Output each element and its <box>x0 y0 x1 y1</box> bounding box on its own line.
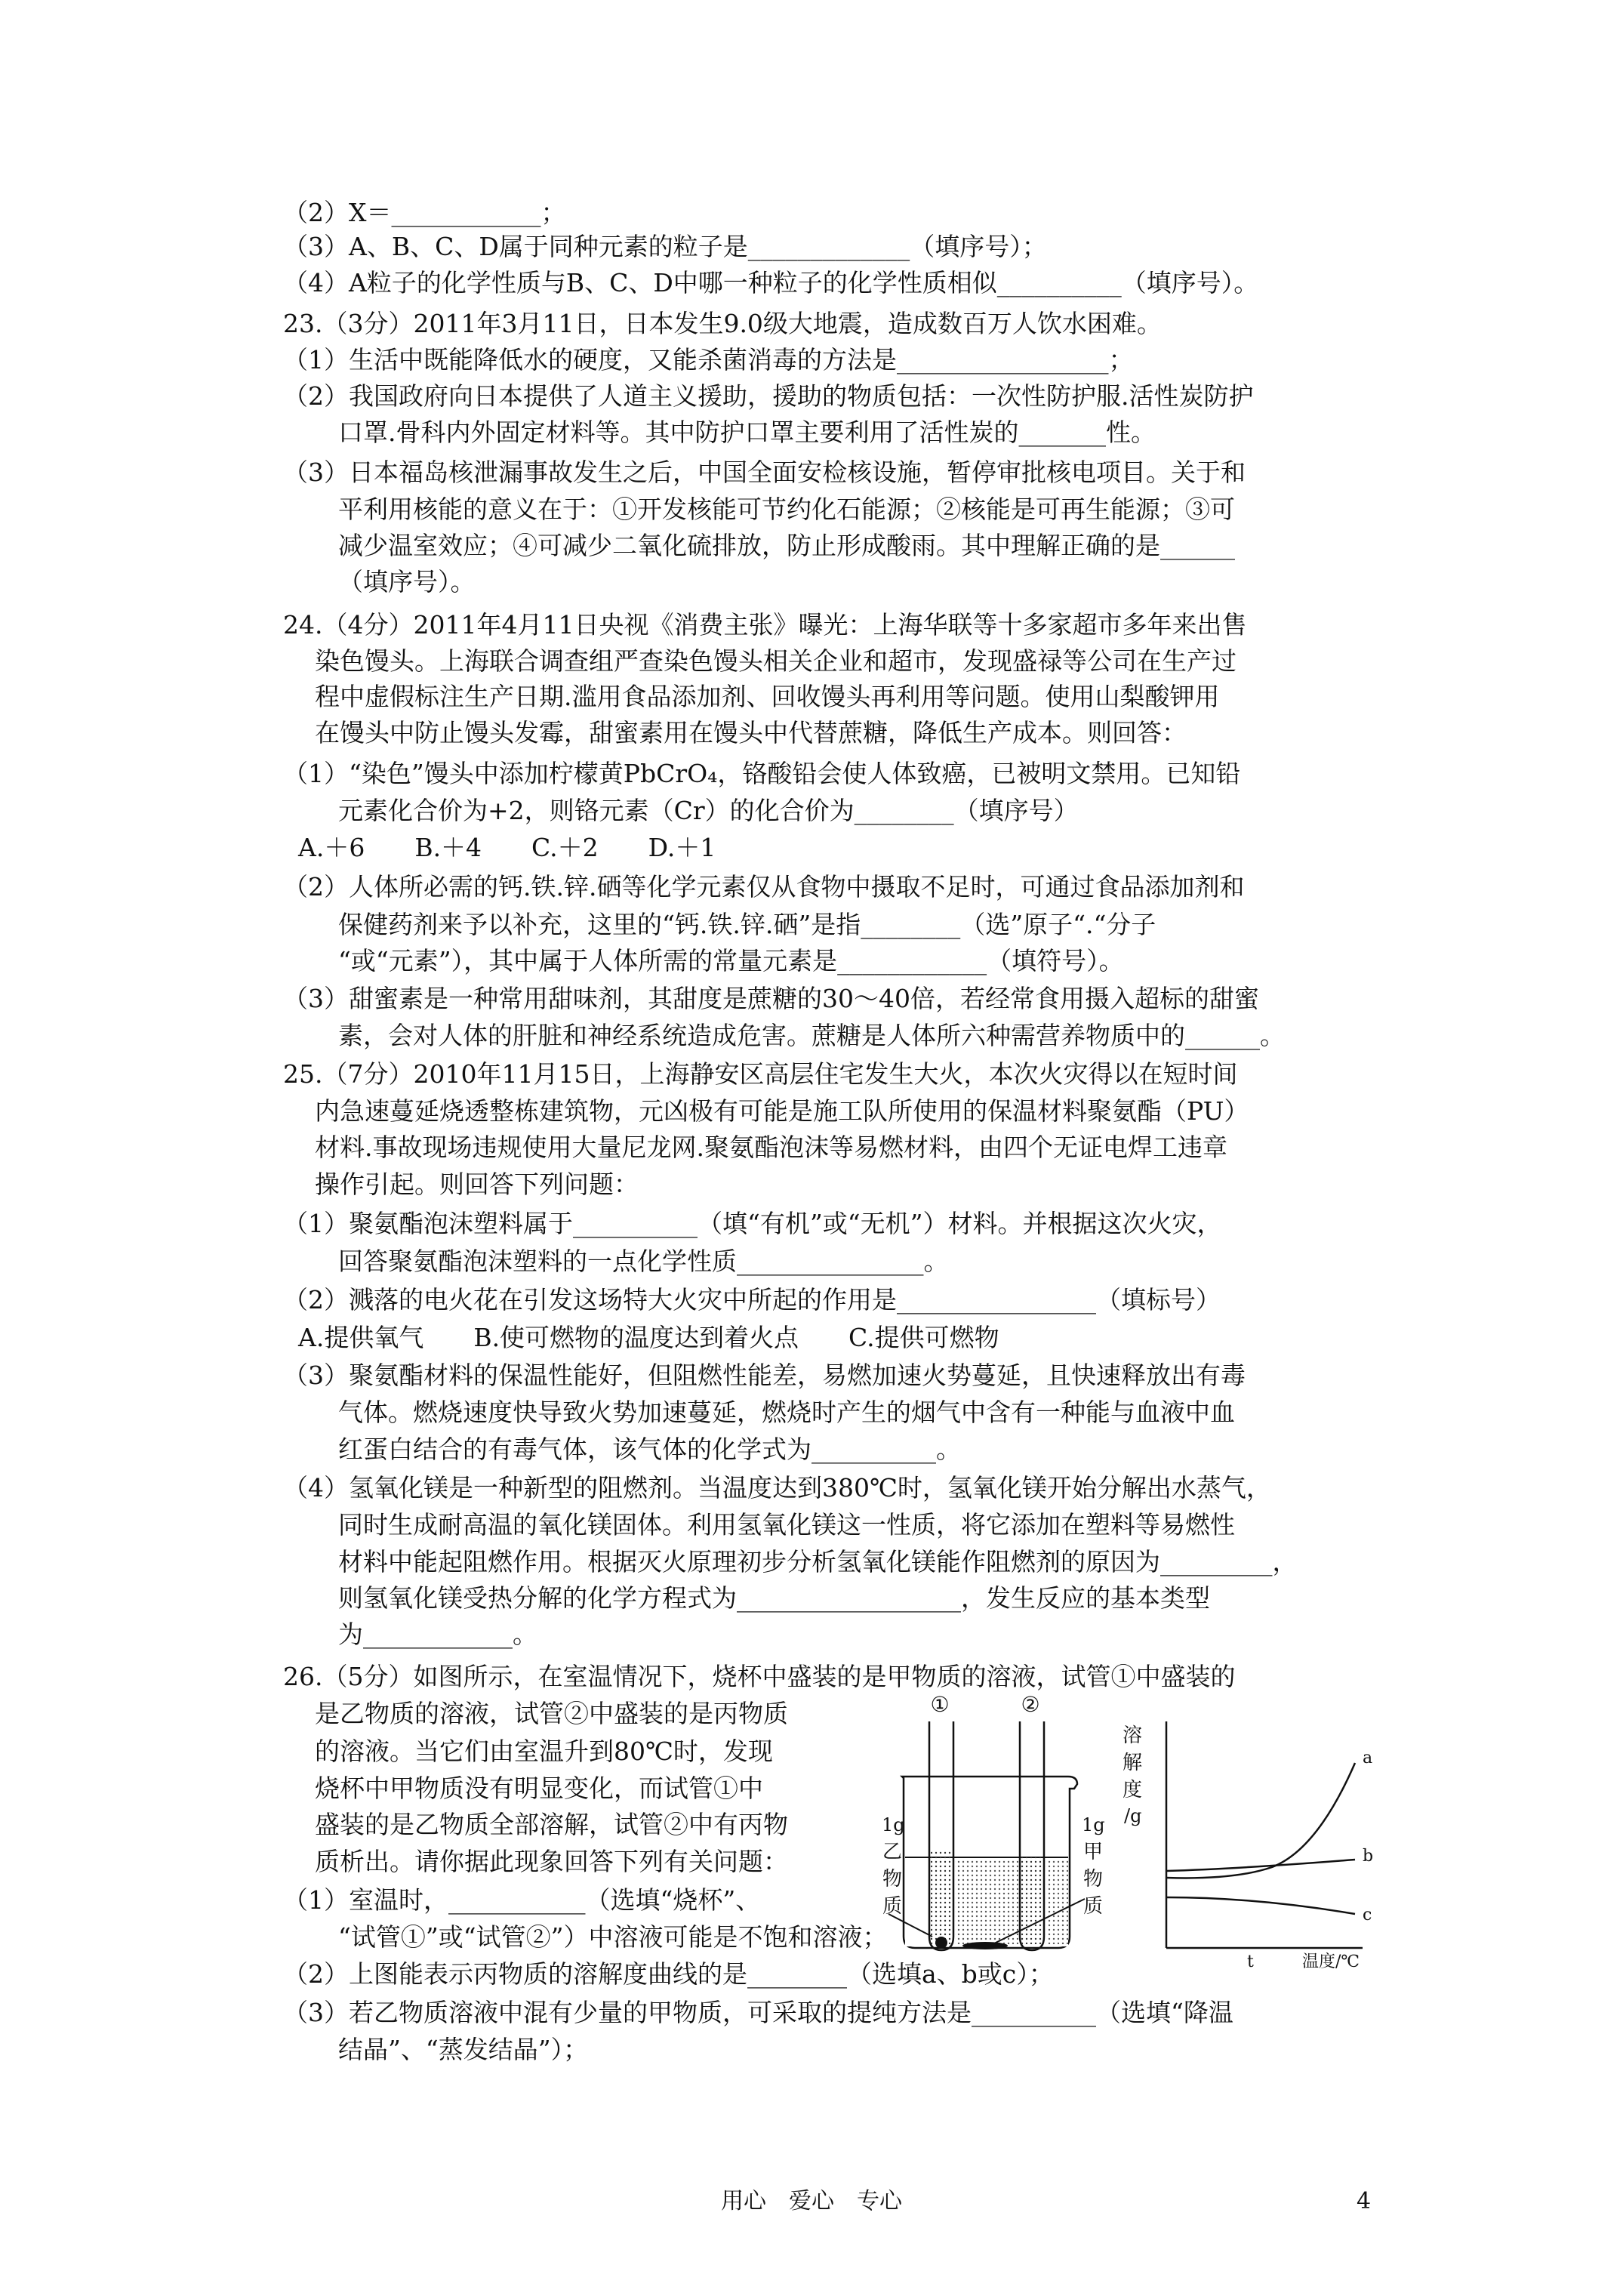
right-label-zhi: 质 <box>1083 1895 1104 1918</box>
right-label-1g: 1g <box>1082 1814 1105 1835</box>
right-label-jia: 甲 <box>1083 1841 1104 1863</box>
q26-stem-line1: 26.（5分）如图所示，在室温情况下，烧杯中盛装的是甲物质的溶液，试管①中盛装的 <box>283 1662 1236 1691</box>
q25-part3-line2: 气体。燃烧速度快导致火势加速蔓延，燃烧时产生的烟气中含有一种能与血液中血 <box>338 1398 1235 1427</box>
left-label-wu: 物 <box>882 1868 903 1891</box>
beaker-solution-dots-right <box>1046 1860 1068 1944</box>
y-axis-label-rong: 溶 <box>1123 1724 1143 1747</box>
right-label-wu: 物 <box>1083 1868 1104 1891</box>
tube2-label: ② <box>1021 1692 1040 1717</box>
q26-stem-line6: 质析出。请你据此现象回答下列有关问题： <box>315 1847 788 1876</box>
q26-part1-line1: （1）室温时，___________（选填“烧杯”、 <box>283 1885 761 1915</box>
curve-c <box>1166 1897 1355 1914</box>
q25-part2: （2）溅落的电火花在引发这场特大火灾中所起的作用是________________（填标号） <box>283 1285 1221 1314</box>
solid-precipitate <box>962 1942 1008 1949</box>
y-axis-label-jie: 解 <box>1123 1752 1143 1774</box>
tube1-solution <box>931 1850 952 1944</box>
curve-c-label: c <box>1363 1906 1372 1925</box>
page-footer: 用心 爱心 专心 <box>721 2188 902 2214</box>
page-number: 4 <box>1357 2188 1372 2214</box>
tube1-solid <box>935 1937 947 1949</box>
q22-part4: （4）A粒子的化学性质与B、C、D中哪一种粒子的化学性质相似__________（填序号）。 <box>283 268 1259 297</box>
q25-part4-line4: 则氢氧化镁受热分解的化学方程式为__________________，发生反应的基本类型 <box>338 1583 1210 1613</box>
y-axis-label-du: 度 <box>1123 1779 1143 1801</box>
q24-stem-line4: 在馒头中防止馒头发霉，甜蜜素用在馒头中代替蔗糖，降低生产成本。则回答： <box>315 718 1187 747</box>
q22-part3: （3）A、B、C、D属于同种元素的粒子是_____________（填序号）； <box>283 232 1047 261</box>
q24-part1-line2: 元素化合价为+2，则铬元素（Cr）的化合价为________（填序号） <box>338 796 1079 825</box>
left-label-zhi: 质 <box>882 1895 903 1918</box>
q25-part3-line1: （3）聚氨酯材料的保温性能好，但阻燃性能差，易燃加速火势蔓延，且快速释放出有毒 <box>283 1361 1246 1390</box>
q23-part3-line4: （填序号）。 <box>338 567 476 596</box>
q22-part2: （2）X＝____________； <box>283 198 566 227</box>
q24-stem-line2: 染色馒头。上海联合调查组严查染色馒头相关企业和超市，发现盛禄等公司在生产过 <box>315 646 1236 676</box>
experiment-figure <box>879 1687 1408 1968</box>
q25-part3-line3: 红蛋白结合的有毒气体，该气体的化学式为__________。 <box>338 1435 961 1464</box>
tube2-solution <box>1021 1857 1042 1944</box>
q26-part1-line2: “试管①”或“试管②”）中溶液可能是不饱和溶液； <box>338 1922 888 1952</box>
q25-part4-line1: （4）氢氧化镁是一种新型的阻燃剂。当温度达到380℃时，氢氧化镁开始分解出水蒸气， <box>283 1473 1271 1502</box>
q23-part3-line1: （3）日本福岛核泄漏事故发生之后，中国全面安检核设施，暂停审批核电项目。关于和 <box>283 458 1246 487</box>
q23-part2-line2: 口罩.骨科内外固定材料等。其中防护口罩主要利用了活性炭的_______性。 <box>338 418 1156 447</box>
x-axis-label: 温度/℃ <box>1301 1952 1360 1968</box>
q25-part4-line5: 为____________。 <box>338 1620 537 1649</box>
curve-b-label: b <box>1363 1847 1374 1866</box>
tube1-label: ① <box>930 1692 950 1717</box>
q25-part1-line1: （1）聚氨酯泡沫塑料属于__________（填“有机”或“无机”）材料。并根据这次火灾， <box>283 1209 1222 1238</box>
q23-part3-line2: 平利用核能的意义在于：①开发核能可节约化石能源；②核能是可再生能源；③可 <box>338 495 1235 524</box>
q24-part1-line1: （1）“染色”馒头中添加柠檬黄PbCrO₄，铬酸铅会使人体致癌，已被明文禁用。已知铅 <box>283 759 1241 788</box>
q26-stem-line5: 盛装的是乙物质全部溶解，试管②中有丙物 <box>315 1810 788 1839</box>
q26-part3-line2: 结晶”、“蒸发结晶”）； <box>338 2035 589 2064</box>
y-axis-label-unit: /g <box>1124 1805 1142 1826</box>
q25-part2-options: A.提供氧气 B.使可燃物的温度达到着火点 C.提供可燃物 <box>298 1323 999 1352</box>
curve-a-label: a <box>1363 1749 1373 1767</box>
q26-part3-line1: （3）若乙物质溶液中混有少量的甲物质，可采取的提纯方法是__________（选填“降温 <box>283 1998 1233 2027</box>
q24-stem-line1: 24.（4分）2011年4月11日央视《消费主张》曝光：上海华联等十多家超市多年来出售 <box>283 610 1247 639</box>
q25-part1-line2: 回答聚氨酯泡沫塑料的一点化学性质_______________。 <box>338 1247 949 1276</box>
q25-stem-line4: 操作引起。则回答下列问题： <box>315 1170 639 1199</box>
left-label-1g: 1g <box>882 1814 905 1835</box>
q24-part2-line3: “或“元素”），其中属于人体所需的常量元素是____________（填符号）。 <box>338 946 1124 975</box>
q25-part4-line3: 材料中能起阻燃作用。根据灭火原理初步分析氢氧化镁能作阻燃剂的原因为_________， <box>338 1547 1298 1576</box>
q23-part3-line3: 减少温室效应；④可减少二氧化硫排放，防止形成酸雨。其中理解正确的是______ <box>338 531 1235 560</box>
curve-a <box>1166 1763 1355 1878</box>
q26-stem-line4: 烧杯中甲物质没有明显变化，而试管①中 <box>315 1774 763 1803</box>
q25-stem-line1: 25.（7分）2010年11月15日，上海静安区高层住宅发生大火，本次火灾得以在短时间 <box>283 1059 1238 1089</box>
curve-b <box>1166 1860 1355 1871</box>
q23-part2-line1: （2）我国政府向日本提供了人道主义援助，援助的物质包括：一次性防护服.活性炭防护 <box>283 381 1254 411</box>
q25-part4-line2: 同时生成耐高温的氧化镁固体。利用氢氧化镁这一性质，将它添加在塑料等易燃性 <box>338 1510 1235 1539</box>
q26-part2: （2）上图能表示丙物质的溶解度曲线的是________（选填a、b或c）； <box>283 1959 1054 1989</box>
q25-stem-line2: 内急速蔓延烧透整栋建筑物，元凶极有可能是施工队所使用的保温材料聚氨酯（PU） <box>315 1096 1249 1126</box>
beaker-solution-dots <box>955 1860 1018 1944</box>
q26-stem-line2: 是乙物质的溶液，试管②中盛装的是丙物质 <box>315 1699 788 1728</box>
q23-stem: 23.（3分）2011年3月11日，日本发生9.0级大地震，造成数百万人饮水困难。 <box>283 309 1162 338</box>
t-label: t <box>1247 1952 1254 1968</box>
q24-part3-line2: 素，会对人体的肝脏和神经系统造成危害。蔗糖是人体所六种需营养物质中的______。 <box>338 1021 1285 1050</box>
q24-part1-options: A.＋6 B.＋4 C.＋2 D.＋1 <box>298 833 716 862</box>
q26-stem-line3: 的溶液。当它们由室温升到80℃时，发现 <box>315 1737 773 1766</box>
q24-stem-line3: 程中虚假标注生产日期.滥用食品添加剂、回收馒头再利用等问题。使用山梨酸钾用 <box>315 682 1220 711</box>
left-label-yi: 乙 <box>882 1841 903 1863</box>
q24-part3-line1: （3）甜蜜素是一种常用甜味剂，其甜度是蔗糖的30～40倍，若经常食用摄入超标的甜蜜 <box>283 984 1259 1013</box>
q25-stem-line3: 材料.事故现场违规使用大量尼龙网.聚氨酯泡沫等易燃材料，由四个无证电焊工违章 <box>315 1133 1227 1162</box>
q24-part2-line2: 保健药剂来予以补充，这里的“钙.铁.锌.硒”是指________（选”原子“.“分子 <box>338 910 1156 939</box>
q24-part2-line1: （2）人体所必需的钙.铁.锌.硒等化学元素仅从食物中摄取不足时，可通过食品添加剂和 <box>283 872 1245 901</box>
q23-part1: （1）生活中既能降低水的硬度，又能杀菌消毒的方法是_________________； <box>283 345 1134 374</box>
